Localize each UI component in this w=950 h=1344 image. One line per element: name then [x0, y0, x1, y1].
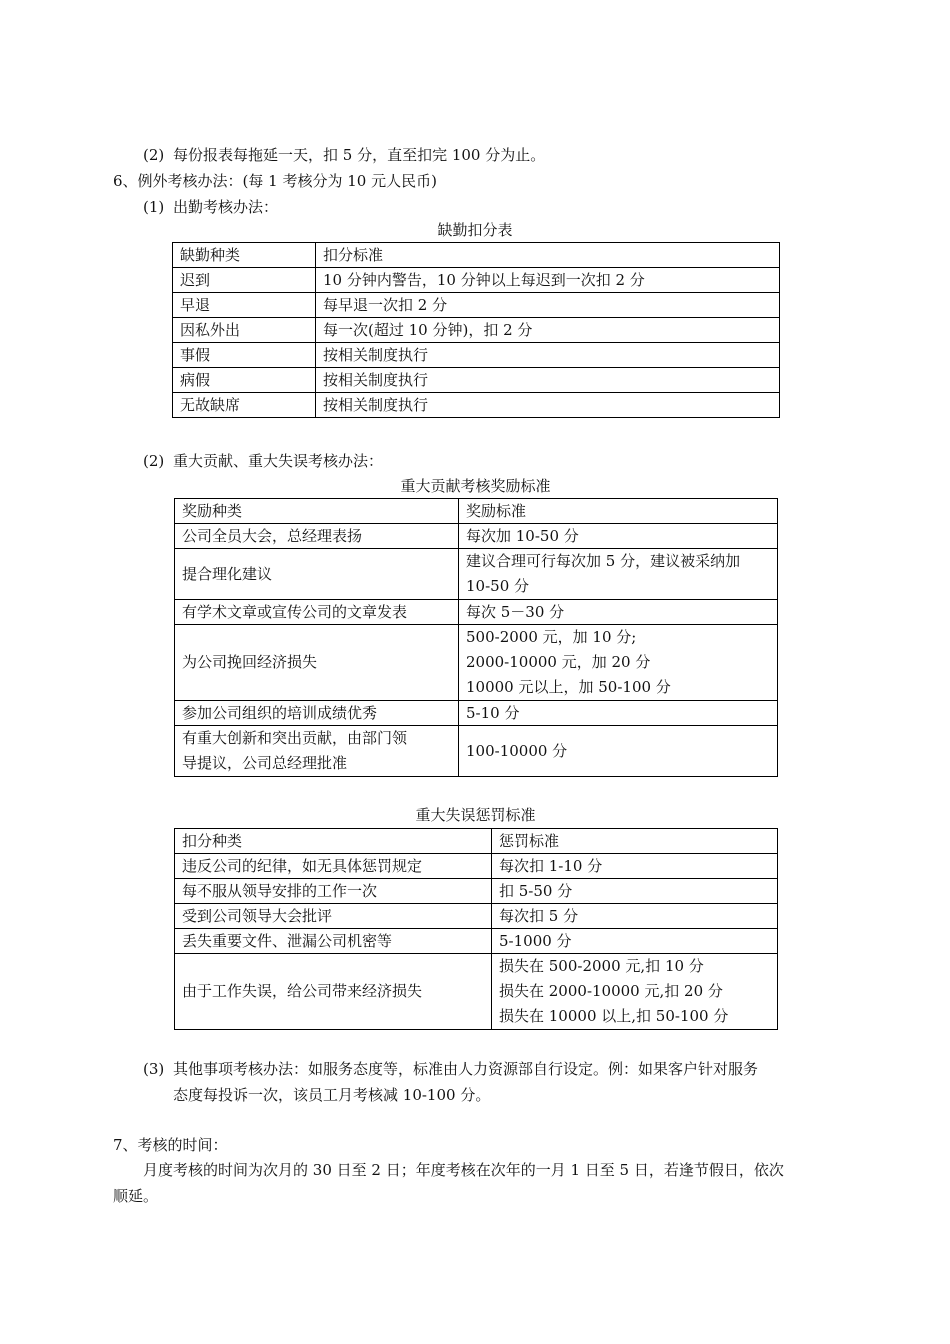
- section-7-heading: 7、考核的时间：: [113, 1136, 228, 1154]
- table-row: [175, 904, 778, 929]
- sec7-paragraph-line2: 顺延。: [113, 1187, 159, 1205]
- reward-standard-cell: 5-10 分: [459, 701, 778, 726]
- reward-type-cell: 有学术文章或宣传公司的文章发表: [175, 600, 459, 625]
- absence-type-cell: 早退: [173, 293, 316, 318]
- header-cell: 奖励标准: [459, 499, 778, 524]
- sec7-paragraph-line1: 月度考核的时间为次月的 30 日至 2 日；年度考核在次年的一月 1 日至 5 日，若逢节假日，依次: [143, 1161, 784, 1179]
- reward-type-cell: 公司全员大会，总经理表扬: [175, 524, 459, 549]
- deduction-standard-cell: 10 分钟内警告，10 分钟以上每迟到一次扣 2 分: [316, 268, 780, 293]
- penalty-type-cell: 由于工作失误，给公司带来经济损失: [175, 954, 492, 1030]
- table-row: [175, 879, 778, 904]
- penalty-standard-cell: 每次扣 5 分: [492, 904, 778, 929]
- sec6-item-1: [143, 197, 278, 217]
- item-number: (2): [143, 452, 165, 470]
- reward-standard-cell: 每次 5－30 分: [459, 600, 778, 625]
- deduction-standard-cell: 按相关制度执行: [316, 343, 780, 368]
- reward-type-cell: 为公司挽回经济损失: [175, 625, 459, 701]
- penalty-standard-cell: 扣 5-50 分: [492, 879, 778, 904]
- deduction-standard-cell: 按相关制度执行: [316, 368, 780, 393]
- header-cell: 扣分种类: [175, 829, 492, 854]
- penalty-table: [174, 828, 778, 1030]
- table-row: [173, 318, 780, 343]
- reward-standard-cell: 500-2000 元，加 10 分; 2000-10000 元，加 20 分 10000 元以上，加 50-100 分: [459, 625, 778, 701]
- absence-type-cell: 迟到: [173, 268, 316, 293]
- table-row: [175, 600, 778, 625]
- table-header-row: [175, 829, 778, 854]
- sec6-item-3-line1: [143, 1059, 758, 1079]
- reward-standard-cell: 每次加 10-50 分: [459, 524, 778, 549]
- penalty-standard-cell: 5-1000 分: [492, 929, 778, 954]
- item-number: (2): [143, 146, 165, 164]
- table-row: [175, 524, 778, 549]
- table-row: [175, 929, 778, 954]
- header-cell: 缺勤种类: [173, 243, 316, 268]
- section-6-heading: 6、例外考核办法：(每 1 考核分为 10 元人民币): [113, 172, 437, 190]
- item-text: 出勤考核办法：: [173, 198, 279, 216]
- table-row: [173, 293, 780, 318]
- item-text: 重大贡献、重大失误考核办法：: [173, 452, 384, 470]
- attendance-table-title: 缺勤扣分表: [437, 221, 513, 239]
- header-cell: 扣分标准: [316, 243, 780, 268]
- reward-standard-cell: 100-10000 分: [459, 726, 778, 777]
- absence-type-cell: 无故缺席: [173, 393, 316, 418]
- table-row: [175, 726, 778, 777]
- item-number: (1): [143, 198, 165, 216]
- table-row: [173, 393, 780, 418]
- table-header-row: [175, 499, 778, 524]
- penalty-table-title: 重大失误惩罚标准: [415, 806, 536, 824]
- item-text: 每份报表每拖延一天，扣 5 分，直至扣完 100 分为止。: [173, 146, 546, 164]
- table-header-row: [173, 243, 780, 268]
- deduction-standard-cell: 按相关制度执行: [316, 393, 780, 418]
- item-text: 其他事项考核办法：如服务态度等，标准由人力资源部自行设定。例：如果客户针对服务: [173, 1060, 759, 1078]
- sec6-item-2: [143, 451, 383, 471]
- penalty-type-cell: 每不服从领导安排的工作一次: [175, 879, 492, 904]
- penalty-standard-cell: 损失在 500-2000 元,扣 10 分 损失在 2000-10000 元,扣 20 分 损失在 10000 以上,扣 50-100 分: [492, 954, 778, 1030]
- penalty-standard-cell: 每次扣 1-10 分: [492, 854, 778, 879]
- absence-type-cell: 因私外出: [173, 318, 316, 343]
- absence-type-cell: 病假: [173, 368, 316, 393]
- sec5-item-2: [143, 145, 545, 165]
- penalty-type-cell: 受到公司领导大会批评: [175, 904, 492, 929]
- header-cell: 奖励种类: [175, 499, 459, 524]
- table-row: [175, 954, 778, 1030]
- reward-standard-cell: 建议合理可行每次加 5 分，建议被采纳加 10-50 分: [459, 549, 778, 600]
- table-row: [173, 268, 780, 293]
- header-cell: 惩罚标准: [492, 829, 778, 854]
- reward-table-title: 重大贡献考核奖励标准: [400, 477, 551, 495]
- attendance-table: [172, 242, 780, 418]
- penalty-type-cell: 违反公司的纪律，如无具体惩罚规定: [175, 854, 492, 879]
- reward-type-cell: 参加公司组织的培训成绩优秀: [175, 701, 459, 726]
- absence-type-cell: 事假: [173, 343, 316, 368]
- deduction-standard-cell: 每早退一次扣 2 分: [316, 293, 780, 318]
- penalty-type-cell: 丢失重要文件、泄漏公司机密等: [175, 929, 492, 954]
- sec6-item-3-line2: 态度每投诉一次，该员工月考核减 10-100 分。: [173, 1086, 491, 1104]
- table-row: [173, 343, 780, 368]
- reward-table: [174, 498, 778, 777]
- table-row: [175, 549, 778, 600]
- table-row: [175, 625, 778, 701]
- item-number: (3): [143, 1060, 165, 1078]
- table-row: [175, 701, 778, 726]
- reward-type-cell: 有重大创新和突出贡献，由部门领 导提议，公司总经理批准: [175, 726, 459, 777]
- deduction-standard-cell: 每一次(超过 10 分钟)，扣 2 分: [316, 318, 780, 343]
- table-row: [173, 368, 780, 393]
- reward-type-cell: 提合理化建议: [175, 549, 459, 600]
- table-row: [175, 854, 778, 879]
